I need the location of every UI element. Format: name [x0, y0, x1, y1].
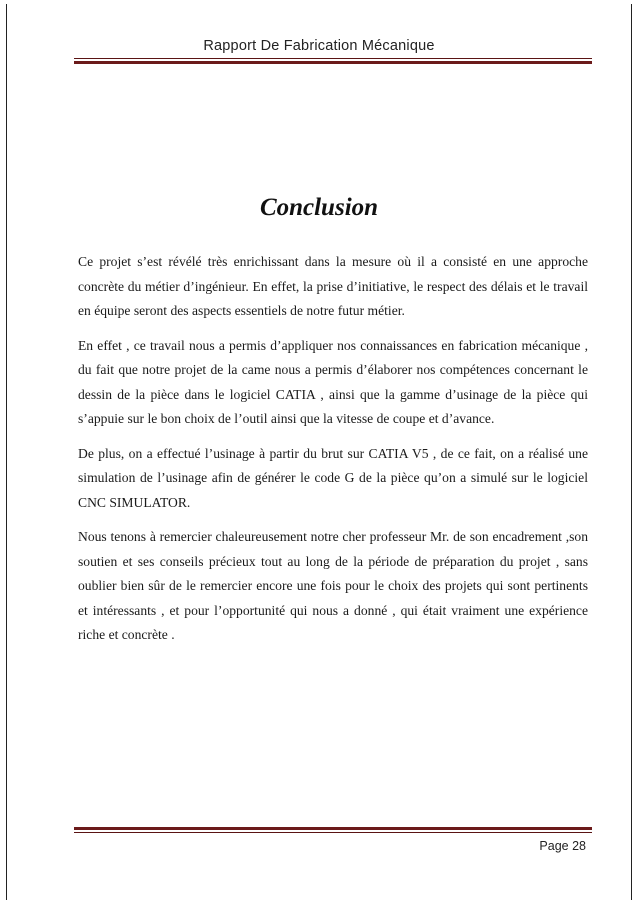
body-text: [78, 250, 588, 658]
header-rule-thick: [74, 61, 592, 64]
section-title: Conclusion: [259, 194, 379, 221]
footer-rule-thick: [74, 827, 592, 830]
header-title: Rapport De Fabrication Mécanique: [203, 38, 435, 54]
paragraph-2: En effet , ce travail nous a permis d’appliquer nos connaissances en fabrication mécanique , du fait que notre projet de la came nous a permis d’élaborer nos compétences concernant le dessin de la pièce dans le logiciel CATIA , ainsi que la gamme d’usinage de la pièce qui s’appuie sur le bon choix de l’outil ainsi que la vitesse de coupe et d’avance.: [78, 337, 588, 426]
header-rule: [74, 58, 592, 59]
paragraph-1: Ce projet s’est révélé très enrichissant dans la mesure où il a consisté en une approche concrète du métier d’ingénieur. En effet, la prise d’initiative, le respect des délais et le travail en équipe seront des aspects essentiels de notre futur métier.: [78, 254, 588, 318]
paragraph-3: De plus, on a effectué l’usinage à partir du brut sur CATIA V5 , de ce fait, on a réalisé une simulation de l’usinage afin de générer le code G de la pièce qu’on a simulé sur le logiciel CNC SIMULATOR.: [78, 445, 588, 510]
page-number: Page 28: [539, 839, 586, 853]
paragraph-4: Nous tenons à remercier chaleureusement notre cher professeur Mr. de son encadrement ,son soutien et ses conseils précieux tout au long de la période de préparation du projet , sans oublier bien sûr de le remercier encore une fois pour le choix des projets qui sont pertinents et intéressants , et pour l’opportunité qui nous a donné , qui était vraiment une expérience riche et concrète .: [78, 529, 588, 642]
footer-rule: [74, 832, 592, 833]
